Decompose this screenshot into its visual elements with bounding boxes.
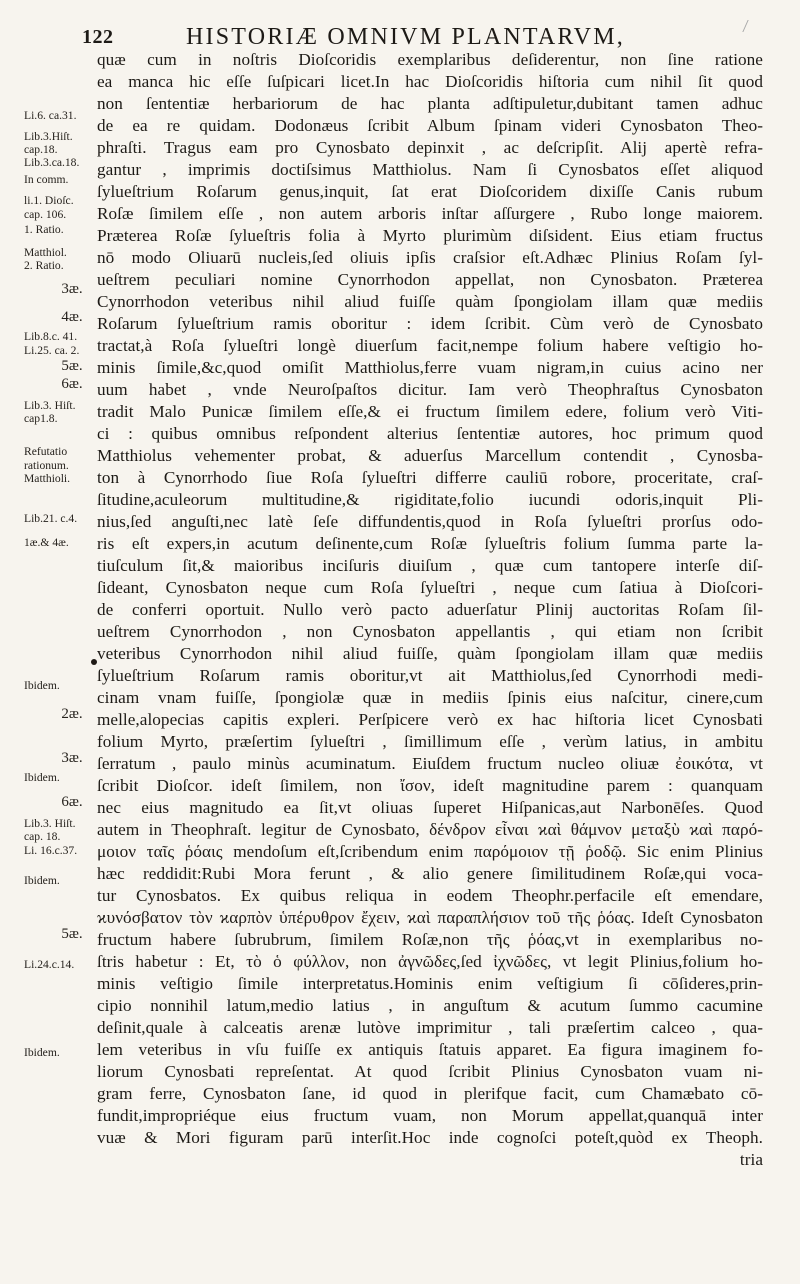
- text-line: autem in Theophraſt. legitur de Cynosbato, δένδρον εἶναι ϰαὶ θάμνον μεταξὺ ϰαὶ παρό-: [97, 820, 763, 839]
- text-line: ſylueſtrium Roſarum genus,inquit, ſat erat Dioſcoridem dixiſſe Canis rubum: [97, 182, 763, 201]
- margin-note: 5æ.: [61, 926, 83, 942]
- margin-note: Li. 16.c.37.: [24, 844, 78, 857]
- text-line: fundit,impropriéque eius fructum vuam, non Morum appellat,quanquā inter: [97, 1106, 763, 1125]
- text-line: vuæ & Mori figuram parū interſit.Hoc inde cognoſci poteſt,quòd ex Theoph.: [97, 1128, 763, 1147]
- margin-note: Lib.21. c.4.: [24, 512, 78, 525]
- running-title: HISTORIÆ OMNIVM PLANTARVM,: [186, 24, 625, 50]
- text-line: gantur , imprimis doctiſsimus Matthiolus. Nam ſi Cynosbatos eſſet aliquod: [97, 160, 763, 179]
- text-line: μοιον ταῖς ῥόαις mendoſum eſt,ſcribendum enim παρόμοιον τῇ ῥοδῷ. Sic enim Plinius: [97, 842, 763, 861]
- margin-note: In comm.: [24, 173, 69, 186]
- text-line: Roſarum ſylueſtrium ramis oboritur : idem ſcribit. Cùm verò de Cynosbato: [97, 314, 763, 333]
- margin-note: 6æ.: [61, 376, 83, 392]
- margin-note: 2æ.: [61, 706, 83, 722]
- page-number: 122: [82, 26, 114, 48]
- text-line: lem veteribus in vſu fuiſſe ex antiquis ſtatuis apparet. Ea figura imaginem fo-: [97, 1040, 763, 1059]
- text-line: ueſtrem Cynorrhodon , non Cynosbaton appellantis , qui etiam non ſcribit: [97, 622, 763, 641]
- margin-note: 4æ.: [61, 309, 83, 325]
- text-line: ea manca hic eſſe ſuſpicari licet.In hac Dioſcoridis hiſtoria cum nihil ſit quod: [97, 72, 763, 91]
- margin-note: Ibidem.: [24, 679, 60, 692]
- text-line: minis veſtigio ſimile interpretatus.Hominis enim veſtigium ſi cōſideres,prin-: [97, 974, 763, 993]
- margin-note: Lib.8.c. 41.: [24, 330, 78, 343]
- text-line: ueſtrem peculiari nomine Cynorrhodon appellat, non Cynosbaton. Præterea: [97, 270, 763, 289]
- text-line: minis ſimile,&c,quod omiſit Matthiolus,ferre vuam nigram,in cuius acino ner: [97, 358, 763, 377]
- text-line: ſtris habetur : Et, τὸ ὁ φύλλον, non ἀγνῶδες,ſed ἰχνῶδες, vt legit Plinius,folium ho-: [97, 952, 763, 971]
- body-text: [97, 49, 763, 1171]
- text-line: Matthiolus vehementer probat, & aduerſus Marcellum contendit , Cynosba-: [97, 446, 763, 465]
- text-line: deſinit,quale à calceatis arenæ lutòve imprimitur , tali præſertim calceo , qua-: [97, 1018, 763, 1037]
- margin-note: Lib.3. Hiſt.: [24, 817, 76, 830]
- text-line: tradit Malo Punicæ ſimilem eſſe,& ei fructum ſimilem edere, folium verò Viti-: [97, 402, 763, 421]
- margin-note: cap.18.: [24, 143, 58, 156]
- text-line: tur Cynosbatos. Ex quibus reliqua in eodem Theophr.perfacile eſt emendare,: [97, 886, 763, 905]
- margin-note: Lib.3.Hiſt.: [24, 130, 73, 143]
- margin-note: cap1.8.: [24, 412, 58, 425]
- margin-note: Ibidem.: [24, 874, 60, 887]
- margin-note: Ibidem.: [24, 1046, 60, 1059]
- text-line: de conferri oportuit. Nullo verò pacto aduerſatur Plinij auctoritas Roſam ſil-: [97, 600, 763, 619]
- margin-note: 2. Ratio.: [24, 259, 64, 272]
- margin-note: Ibidem.: [24, 771, 60, 784]
- margin-note: cap. 18.: [24, 830, 61, 843]
- margin-note: Lib.3. Hiſt.: [24, 399, 76, 412]
- text-line: ris eſt expers,in acutum deſinente,cum Roſæ ſylueſtris folium ſumma parte la-: [97, 534, 763, 553]
- margin-note: li.1. Dioſc.: [24, 194, 74, 207]
- text-line: gram ferre, Cynosbaton ſane, id quod in plerifque facit, cum Chamæbato cō-: [97, 1084, 763, 1103]
- text-line: folium Myrto, præſertim ſylueſtri , ſimillimum eſſe , verùm latius, in ambitu: [97, 732, 763, 751]
- margin-note: Refutatio: [24, 445, 68, 458]
- text-line: nō modo Oliuarū nucleis,ſed oliuis ipſis craſsior eſt.Adhæc Plinius Roſam ſyl-: [97, 248, 763, 267]
- text-line: melle,alopecias capitis expleri. Perſpicere verò ex hac hiſtoria licet Cynosbati: [97, 710, 763, 729]
- text-line: nec eius magnitudo ea ſit,vt oliuas ſuperet Hiſpanicas,aut Narbonēſes. Quod: [97, 798, 763, 817]
- text-line: tractat,à Roſa ſylueſtri longè diuerſum facit,nempe folium habere veſtigio ho-: [97, 336, 763, 355]
- text-line: phraſti. Tragus eam pro Cynosbato depinxit , ac deſcripſit. Alij apertè refra-: [97, 138, 763, 157]
- margin-note: Li.25. ca. 2.: [24, 344, 80, 357]
- text-line: ſcribit Dioſcor. ideſt ſimilem, non ἴσον, ideſt magnitudine parem : quanquam: [97, 776, 763, 795]
- text-line: ϰυνόσβατον τὸν ϰαρπὸν ὑπέρυθρον ἔχειν, ϰαὶ παραπλήσιον τοῦ τῆς ῥόας. Ideſt Cynosbaton: [97, 908, 763, 927]
- margin-note: Li.6. ca.31.: [24, 109, 77, 122]
- text-line: non ſententiæ herbariorum de hac planta adſtipuletur,dubitant tamen adhuc: [97, 94, 763, 113]
- text-line: ton à Cynorrhodo ſiue Roſa ſylueſtri differre cauliū robore, proceritate, craſ-: [97, 468, 763, 487]
- text-line: cinam vnam fuiſſe, ſpongiolæ quæ in mediis ſpinis eius naſcitur, cinere,cum: [97, 688, 763, 707]
- text-line: quæ cum in noſtris Dioſcoridis exemplaribus deſiderentur, non ſine ratione: [97, 50, 763, 69]
- text-line: fructum habere ſubrubrum, ſimilem Roſæ,non τῆς ῥόας,vt in exemplaribus no-: [97, 930, 763, 949]
- text-line: cipio nonnihil latum,medio latius , in anguſtum & acutum ſummo cacumine: [97, 996, 763, 1015]
- text-line: de ea re quidam. Dodonæus ſcribit Album ſpinam videri Cynosbaton Theo-: [97, 116, 763, 135]
- margin-note: 1æ.& 4æ.: [24, 536, 69, 549]
- catchword: tria: [739, 1150, 763, 1169]
- text-line: veteribus Cynorrhodon nihil aliud fuiſſe, quàm ſpongiolam illam quæ mediis: [97, 644, 763, 663]
- text-line: ſitudine,aculeorum multitudine,& rigiditate,folio iucundi odoris,inquit Pli-: [97, 490, 763, 509]
- text-line: ſideant, Cynosbaton neque cum Roſa ſylueſtri , neque cum ſatiua à Dioſcori-: [97, 578, 763, 597]
- text-line: tiuſculum ſit,& maioribus inciſuris diuiſum , quæ cum tantopere interſe diſ-: [97, 556, 763, 575]
- text-line: Cynorrhodon veteribus nihil aliud fuiſſe quàm ſpongiolam illam quæ mediis: [97, 292, 763, 311]
- text-line: uum habet , vnde Neuroſpaſtos dicitur. Iam verò Theophraſtus Cynosbaton: [97, 380, 763, 399]
- margin-note: 3æ.: [61, 750, 83, 766]
- margin-note: cap. 106.: [24, 208, 67, 221]
- margin-note: 5æ.: [61, 358, 83, 374]
- text-line: Roſæ ſimilem eſſe , non autem arboris inſtar aſſurgere , Rubo longe maiorem.: [97, 204, 763, 223]
- text-line: hæc reddidit:Rubi Mora ferunt , & alio genere ſimilitudinem Roſæ,qui voca-: [97, 864, 763, 883]
- margin-note: rationum.: [24, 459, 69, 472]
- text-line: ci : quibus omnibus reſpondent alterius ſententiæ autores, hoc primum quod: [97, 424, 763, 443]
- margin-note: 3æ.: [61, 281, 83, 297]
- text-line: ſylueſtrium Roſarum ramis oboritur,vt ait Matthiolus,ſed Cynorrhodi medi-: [97, 666, 763, 685]
- margin-note: 6æ.: [61, 794, 83, 810]
- margin-note: Matthiol.: [24, 246, 67, 259]
- margin-note: Lib.3.ca.18.: [24, 156, 80, 169]
- margin-note: 1. Ratio.: [24, 223, 64, 236]
- margin-note: Matthioli.: [24, 472, 71, 485]
- text-line: ſerratum , paulo minùs acuminatum. Eiuſdem fructum nucleo oliuæ ἐοικότα, vt: [97, 754, 763, 773]
- corner-mark: [742, 20, 758, 32]
- margin-note: Li.24.c.14.: [24, 958, 75, 971]
- text-line: Præterea Roſæ ſylueſtris folia à Myrto plurimùm diſsident. Eius etiam fructus: [97, 226, 763, 245]
- text-line: nius,ſed anguſti,nec latè ſeſe diffundentis,quod in Roſa ſylueſtri prorſus odo-: [97, 512, 763, 531]
- text-line: liorum Cynosbati repreſentat. At quod ſcribit Plinius Cynosbaton vuam ni-: [97, 1062, 763, 1081]
